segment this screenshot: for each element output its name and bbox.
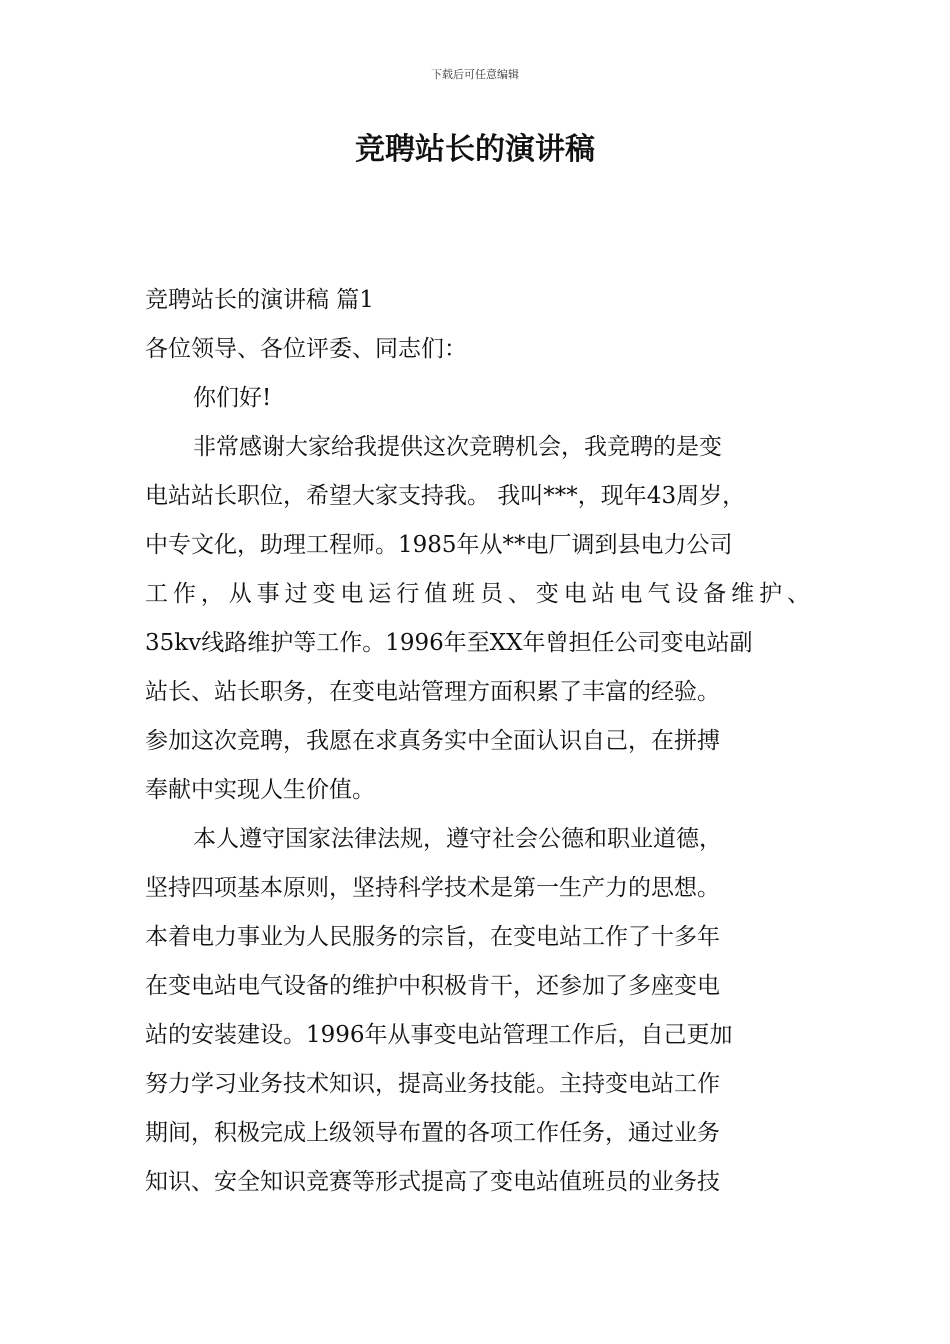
header-note: 下载后可任意编辑 bbox=[431, 68, 519, 81]
text-line: 非常感谢大家给我提供这次竞聘机会，我竞聘的是变 bbox=[193, 434, 722, 460]
text-line: 期间，积极完成上级领导布置的各项工作任务，通过业务 bbox=[145, 1120, 720, 1146]
text-line: 竞聘站长的演讲稿 篇1 bbox=[145, 287, 374, 313]
text-line: 你们好! bbox=[193, 385, 272, 411]
text-line: 参加这次竞聘，我愿在求真务实中全面认识自己，在拼搏 bbox=[145, 728, 720, 754]
text-line: 本人遵守国家法律法规，遵守社会公德和职业道德， bbox=[193, 826, 722, 852]
text-line: 站长、站长职务，在变电站管理方面积累了丰富的经验。 bbox=[145, 679, 720, 705]
text-line: 中专文化，助理工程师。1985年从**电厂调到县电力公司 bbox=[145, 532, 733, 558]
document-body bbox=[145, 276, 810, 1207]
text-line: 工作，从事过变电运行值班员、变电站电气设备维护、 bbox=[145, 581, 810, 607]
document-title: 竞聘站长的演讲稿 bbox=[355, 132, 595, 167]
text-line: 各位领导、各位评委、同志们： bbox=[145, 336, 467, 362]
text-line: 坚持四项基本原则，坚持科学技术是第一生产力的思想。 bbox=[145, 875, 720, 901]
text-line: 在变电站电气设备的维护中积极肯干，还参加了多座变电 bbox=[145, 973, 720, 999]
text-line: 努力学习业务技术知识，提高业务技能。主持变电站工作 bbox=[145, 1071, 720, 1097]
text-line: 知识、安全知识竞赛等形式提高了变电站值班员的业务技 bbox=[145, 1169, 720, 1195]
text-line: 站的安装建设。1996年从事变电站管理工作后，自己更加 bbox=[145, 1022, 733, 1048]
text-line: 奉献中实现人生价值。 bbox=[145, 777, 375, 803]
text-line: 电站站长职位，希望大家支持我。 我叫***，现年43周岁， bbox=[145, 483, 746, 509]
text-line: 35kv线路维护等工作。1996年至XX年曾担任公司变电站副 bbox=[145, 630, 753, 656]
text-line: 本着电力事业为人民服务的宗旨，在变电站工作了十多年 bbox=[145, 924, 720, 950]
